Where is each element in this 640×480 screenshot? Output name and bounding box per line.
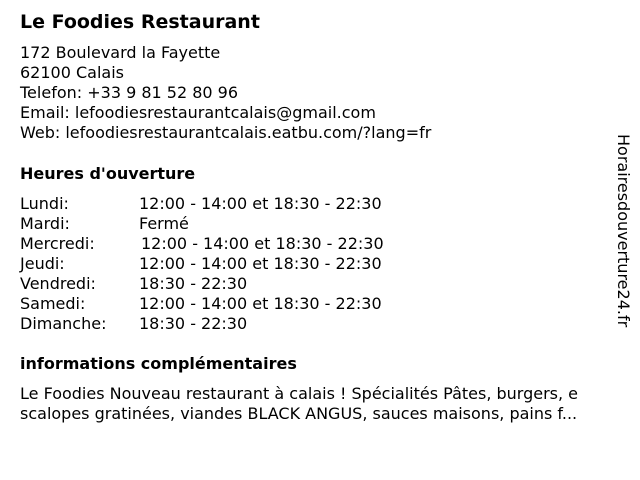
hours-day: Lundi: xyxy=(20,194,69,213)
hours-heading: Heures d'ouverture xyxy=(20,164,196,183)
hours-day: Mercredi: xyxy=(20,234,95,253)
info-description xyxy=(20,384,630,424)
hours-time: Fermé xyxy=(139,214,189,233)
hours-time: 12:00 - 14:00 et 18:30 - 22:30 xyxy=(139,254,382,273)
hours-day: Mardi: xyxy=(20,214,70,233)
contact-block xyxy=(20,43,431,143)
info-line-2: scalopes gratinées, viandes BLACK ANGUS, sauces maisons, pains f... xyxy=(20,404,578,423)
hours-time: 12:00 - 14:00 et 18:30 - 22:30 xyxy=(141,234,384,253)
hours-day: Samedi: xyxy=(20,294,86,313)
address-line-2: 62100 Calais xyxy=(20,63,124,82)
address-line-1: 172 Boulevard la Fayette xyxy=(20,43,221,62)
hours-time: 18:30 - 22:30 xyxy=(139,274,248,293)
info-line-1: Le Foodies Nouveau restaurant à calais ! Spécialités Pâtes, burgers, e xyxy=(20,384,579,403)
hours-day: Jeudi: xyxy=(20,254,65,273)
hours-day: Vendredi: xyxy=(20,274,96,293)
website: Web: lefoodiesrestaurantcalais.eatbu.com/?lang=fr xyxy=(20,123,432,142)
phone: Telefon: +33 9 81 52 80 96 xyxy=(20,83,239,102)
email: Email: lefoodiesrestaurantcalais@gmail.com xyxy=(20,103,376,122)
hours-day: Dimanche: xyxy=(20,314,107,333)
restaurant-name: Le Foodies Restaurant xyxy=(20,11,260,33)
hours-time: 12:00 - 14:00 et 18:30 - 22:30 xyxy=(139,294,382,313)
info-heading: informations complémentaires xyxy=(20,354,297,373)
site-watermark: Horairesdouverture24.fr xyxy=(614,134,633,328)
hours-time: 12:00 - 14:00 et 18:30 - 22:30 xyxy=(139,194,382,213)
hours-time: 18:30 - 22:30 xyxy=(139,314,248,333)
